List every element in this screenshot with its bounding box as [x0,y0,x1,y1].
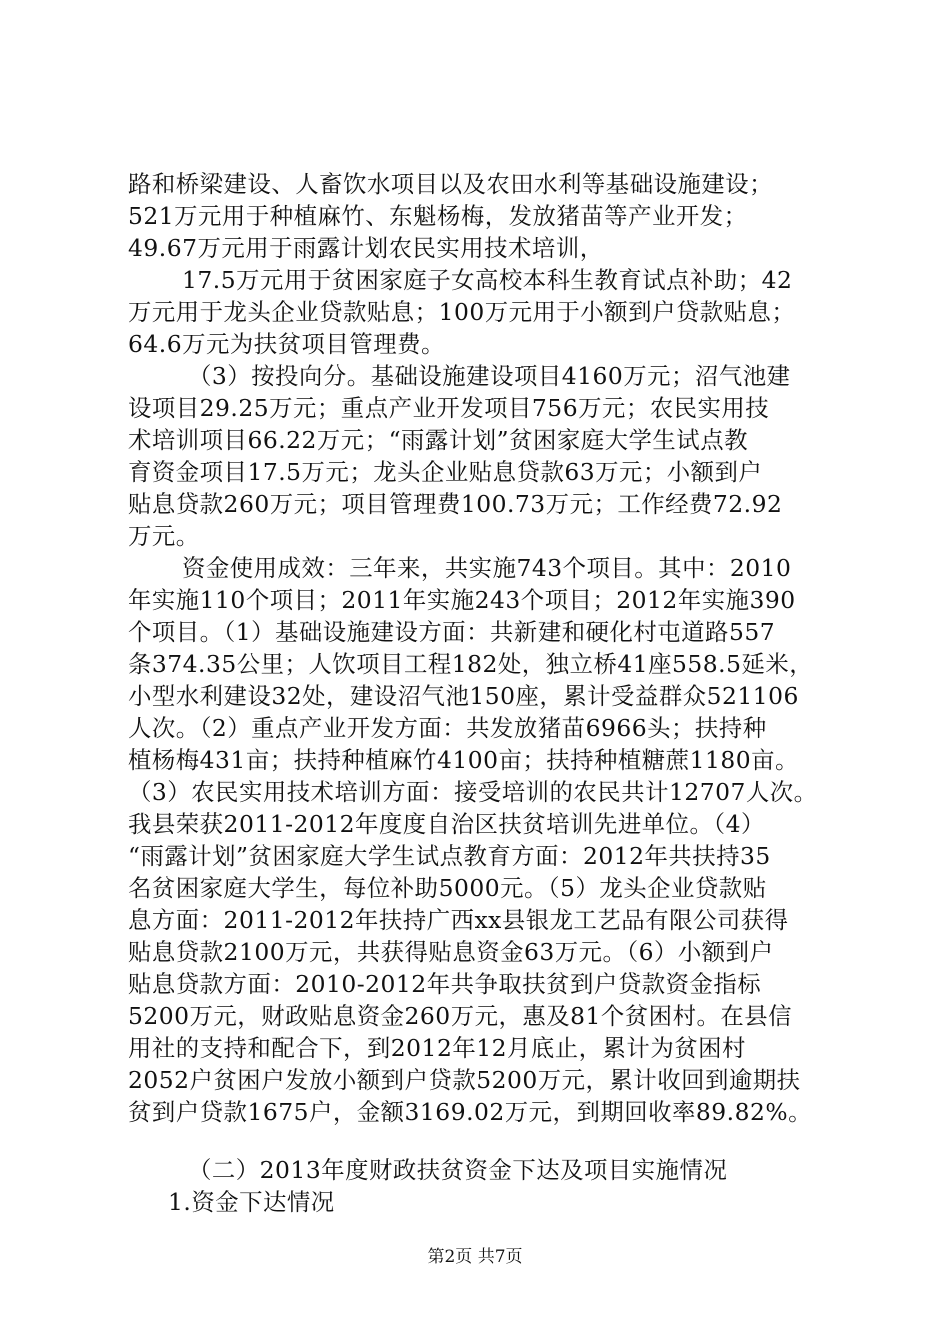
text-line: 贫到户贷款1675户，金额3169.02万元，到期回收率89.82%。 [128,1098,812,1126]
document-body [128,168,842,1218]
text-line: 小型水利建设32处，建设沼气池150座，累计受益群众521106 [128,682,799,710]
text-line: 我县荣获2011-2012年度度自治区扶贫培训先进单位。（4） [128,810,765,838]
paragraph-gap [128,1128,842,1154]
text-line: 资金使用成效：三年来，共实施743个项目。其中：2010 [182,554,792,582]
paragraph-1 [128,168,842,264]
text-line: 名贫困家庭大学生，每位补助5000元。（5）龙头企业贷款贴 [128,874,767,902]
text-line: 64.6万元为扶贫项目管理费。 [128,330,445,358]
text-line: 2052户贫困户发放小额到户贷款5200万元，累计收回到逾期扶 [128,1066,801,1094]
text-line: 个项目。（1）基础设施建设方面：共新建和硬化村屯道路557 [128,618,776,646]
text-line: 贴息贷款方面：2010-2012年共争取扶贫到户贷款资金指标 [128,970,762,998]
text-line: 植杨梅431亩；扶持种植麻竹4100亩；扶持种植糖蔗1180亩。 [128,746,799,774]
text-line: 521万元用于种植麻竹、东魁杨梅，发放猪苗等产业开发； [128,202,748,230]
section-heading: （二）2013年度财政扶贫资金下达及项目实施情况 [188,1156,728,1184]
text-line: 条374.35公里；人饮项目工程182处，独立桥41座558.5延米， [128,650,814,678]
text-line: 5200万元，财政贴息资金260万元，惠及81个贫困村。在县信 [128,1002,793,1030]
text-line: 万元。 [128,522,200,550]
text-line: “雨露计划”贫困家庭大学生试点教育方面：2012年共扶持35 [128,842,771,870]
text-line: 路和桥梁建设、人畜饮水项目以及农田水利等基础设施建设； [128,170,774,198]
page-number-label: 第2页 共7页 [427,1247,523,1267]
text-line: 术培训项目66.22万元；“雨露计划”贫困家庭大学生试点教 [128,426,748,454]
text-line: 息方面：2011-2012年扶持广西xx县银龙工艺品有限公司获得 [128,906,789,934]
paragraph-2 [128,264,842,360]
text-line: 年实施110个项目；2011年实施243个项目；2012年实施390 [128,586,796,614]
paragraph-4 [128,552,842,1128]
text-line: （3）按投向分。基础设施建设项目4160万元；沼气池建 [188,362,791,390]
text-line: 万元用于龙头企业贷款贴息；100万元用于小额到户贷款贴息； [128,298,796,326]
text-line: 贴息贷款2100万元，共获得贴息资金63万元。（6）小额到户 [128,938,774,966]
text-line: 49.67万元用于雨露计划农民实用技术培训， [128,234,604,262]
text-line: 贴息贷款260万元；项目管理费100.73万元；工作经费72.92 [128,490,783,518]
text-line: （3）农民实用技术培训方面：接受培训的农民共计12707人次。 [128,778,818,806]
page-footer [0,1246,950,1268]
paragraph-3 [128,360,842,552]
text-line: 17.5万元用于贫困家庭子女高校本科生教育试点补助；42 [182,266,793,294]
text-line: 设项目29.25万元；重点产业开发项目756万元；农民实用技 [128,394,770,422]
text-line: 育资金项目17.5万元；龙头企业贴息贷款63万元；小额到户 [128,458,763,486]
text-line: 人次。（2）重点产业开发方面：共发放猪苗6966头；扶持种 [128,714,767,742]
text-line: 用社的支持和配合下，到2012年12月底止，累计为贫困村 [128,1034,746,1062]
sub-heading: 1.资金下达情况 [168,1188,335,1216]
